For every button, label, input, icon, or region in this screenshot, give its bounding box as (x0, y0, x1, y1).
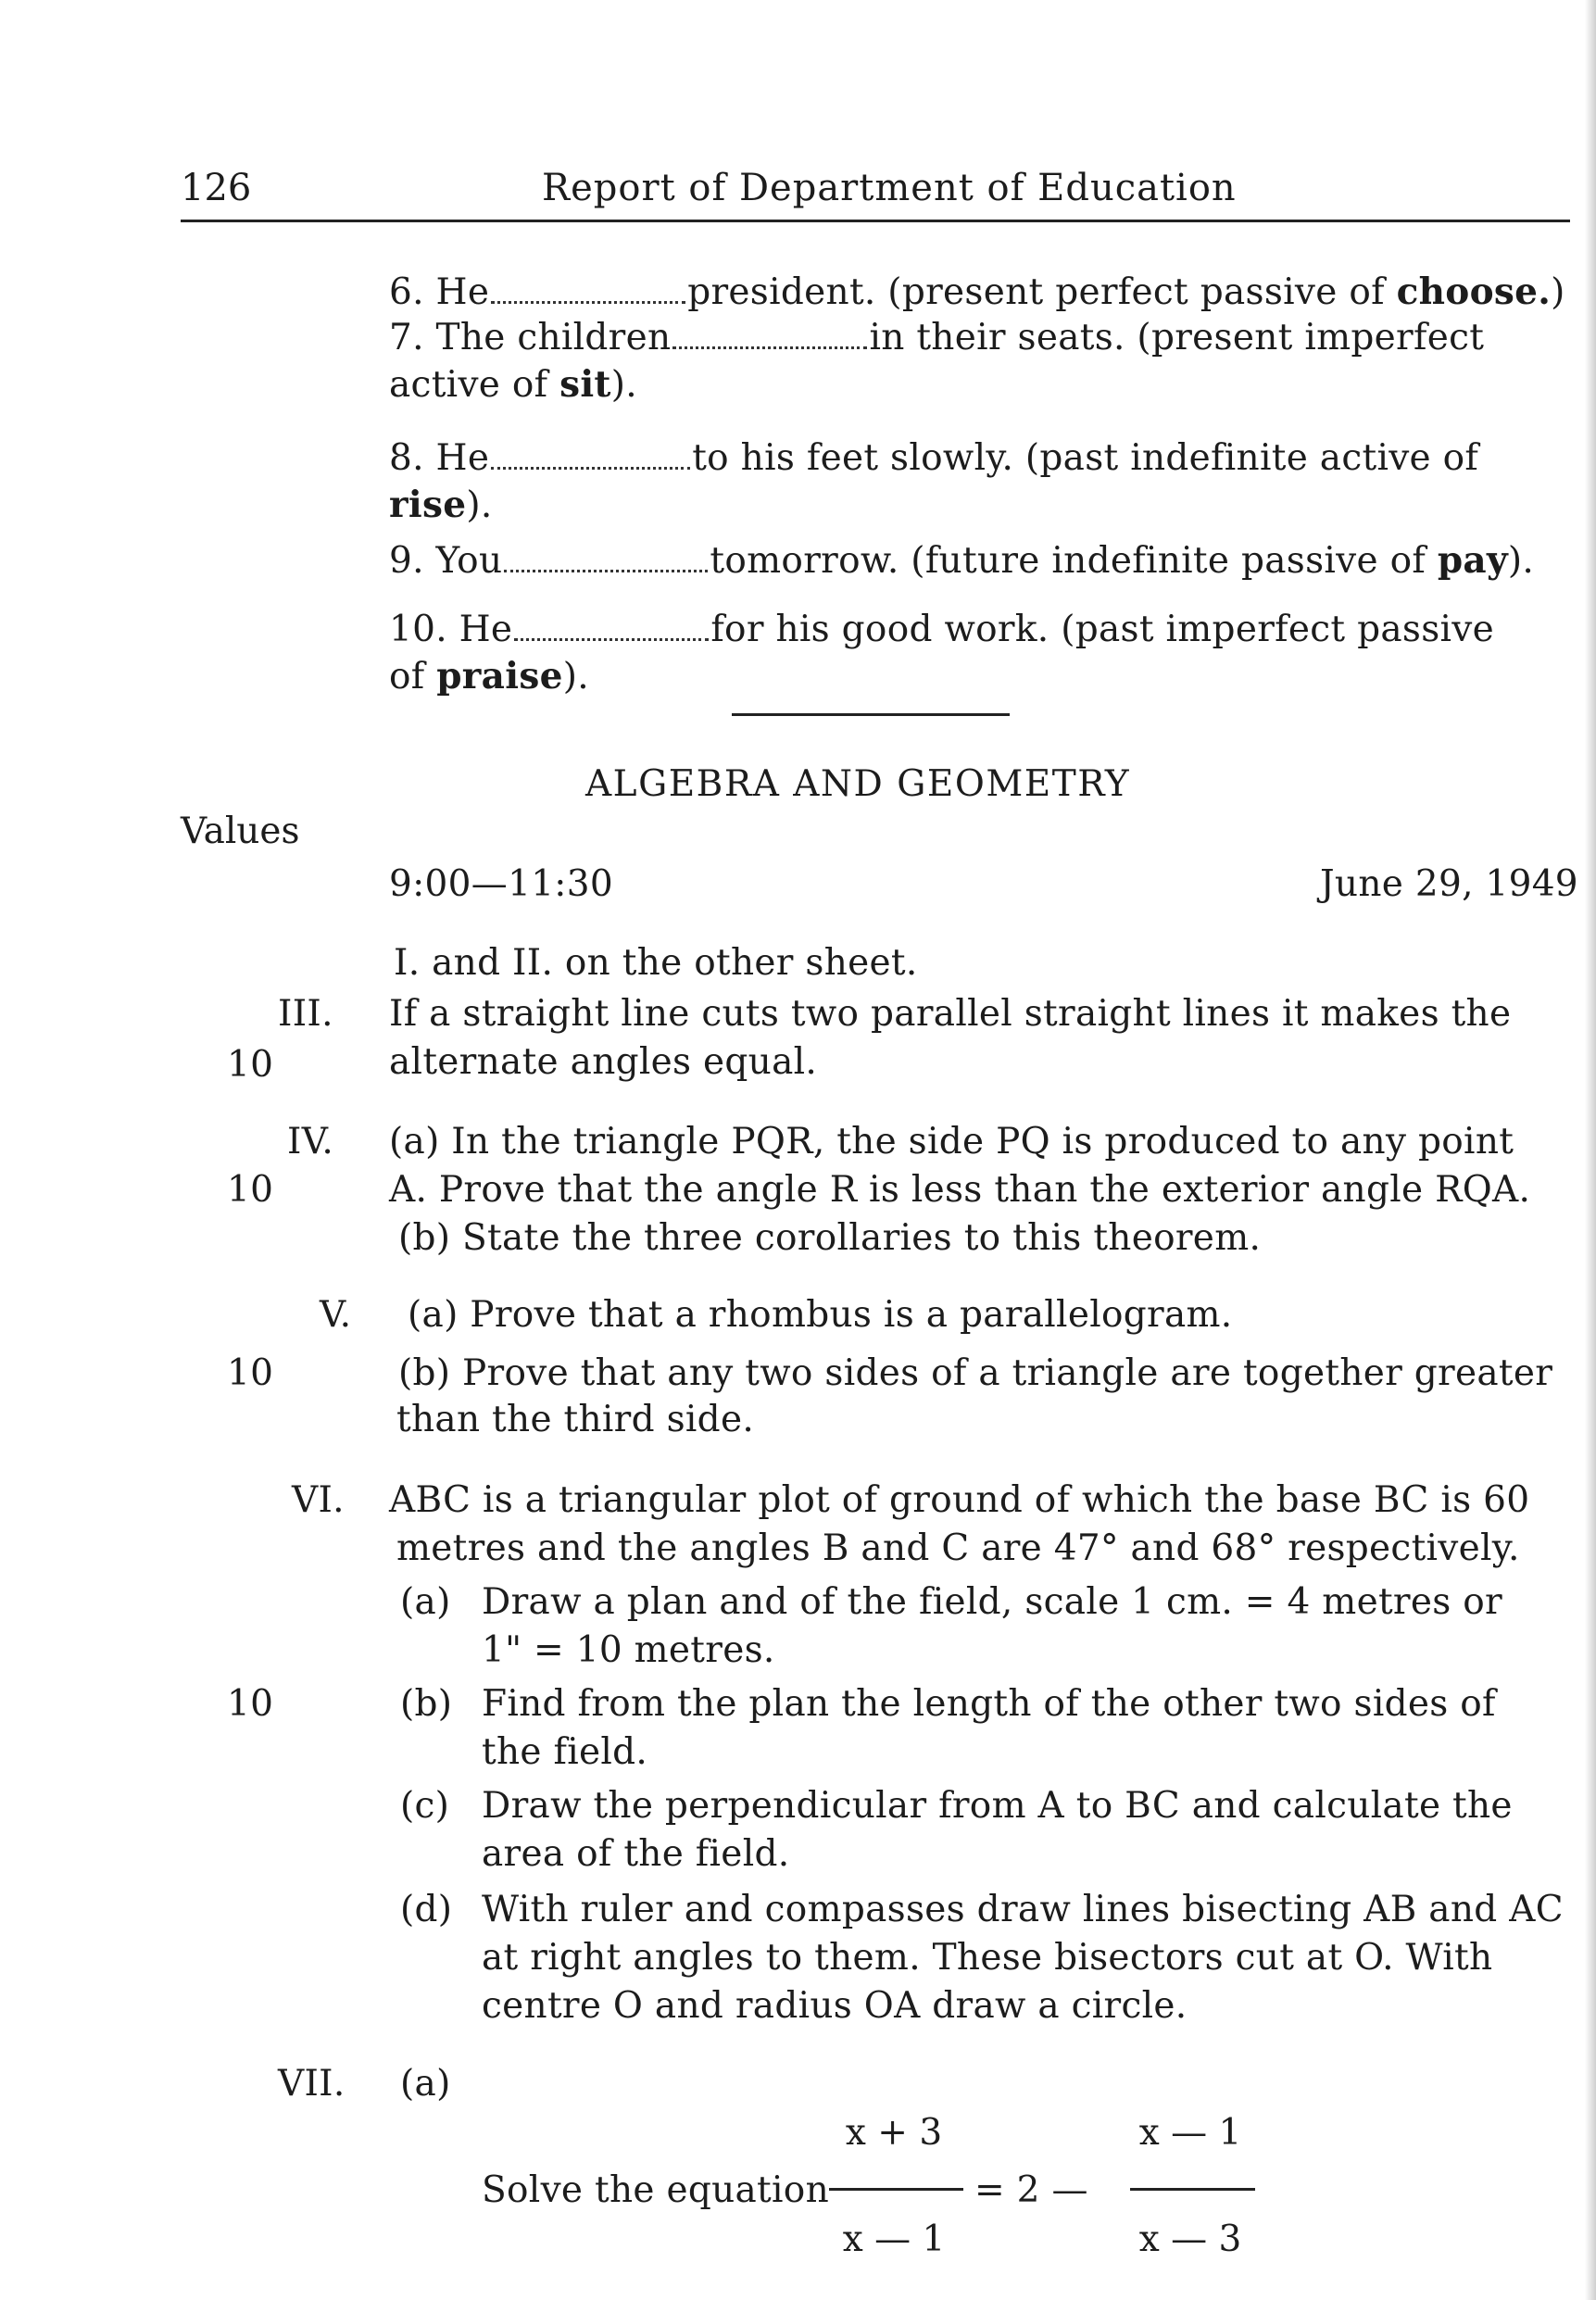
q4-line: (b) State the three corollaries to this theorem. (398, 1217, 1262, 1259)
q6-part-label: (b) (400, 1683, 453, 1725)
q6-intro: metres and the angles B and C are 47° and 68° respectively. (396, 1527, 1520, 1569)
exam-time: 9:00—11:30 (389, 863, 613, 905)
q4-value: 10 (227, 1169, 274, 1211)
q7-part-label: (a) (400, 2063, 451, 2105)
fraction2-numerator: x — 1 (1138, 2112, 1242, 2154)
q6-part-line: 1" = 10 metres. (482, 1629, 775, 1671)
q6-number: VI. (292, 1479, 345, 1521)
fraction1-numerator: x + 3 (845, 2112, 943, 2154)
grammar-q7-line2: active of sit). (389, 363, 637, 406)
section-divider (732, 713, 1010, 716)
q3-line: alternate angles equal. (389, 1041, 818, 1083)
q6-part-label: (c) (400, 1785, 450, 1827)
exam-note: I. and II. on the other sheet. (394, 942, 918, 984)
q6-part-line: area of the field. (482, 1833, 790, 1875)
q3-line: If a straight line cuts two parallel straight lines it makes the (389, 993, 1512, 1035)
grammar-q9: 9. You tomorrow. (future indefinite passive of pay). (389, 539, 1535, 582)
section-title: ALGEBRA AND GEOMETRY (585, 763, 1131, 805)
grammar-q7-line1: 7. The children in their seats. (present imperfect (389, 317, 1485, 358)
q6-part-line: Draw a plan and of the field, scale 1 cm. = 4 metres or (482, 1581, 1502, 1623)
page-number: 126 (181, 167, 252, 209)
q4-line: A. Prove that the angle R is less than the exterior angle RQA. (389, 1169, 1531, 1211)
q5-value: 10 (227, 1352, 274, 1394)
q6-value: 10 (227, 1683, 274, 1725)
running-head: Report of Department of Education (542, 167, 1237, 209)
equation-lead: Solve the equation (482, 2169, 830, 2211)
q3-number: III. (278, 993, 333, 1035)
q5-line: than the third side. (396, 1399, 755, 1440)
fraction1-denominator: x — 1 (842, 2218, 946, 2260)
q3-value: 10 (227, 1044, 274, 1086)
q7-number: VII. (278, 2063, 346, 2105)
grammar-q6: 6. He president. (present perfect passive of choose.) (389, 270, 1565, 313)
grammar-q8-line2: rise). (389, 484, 493, 526)
q6-part-label: (a) (400, 1581, 451, 1623)
q6-part-line: With ruler and compasses draw lines bisecting AB and AC (482, 1889, 1564, 1930)
q5-line: (b) Prove that any two sides of a triangle are together greater (398, 1352, 1553, 1394)
grammar-q8-line1: 8. He to his feet slowly. (past indefinite active of (389, 437, 1479, 479)
page-edge-shadow (1585, 0, 1596, 2300)
q6-part-line: the field. (482, 1731, 648, 1773)
grammar-q10-line1: 10. He for his good work. (past imperfect passive (389, 609, 1495, 650)
header-rule (181, 220, 1570, 222)
q5-number: V. (320, 1294, 352, 1336)
q6-part-line: Draw the perpendicular from A to BC and calculate the (482, 1785, 1513, 1827)
q6-part-line: Find from the plan the length of the other two sides of (482, 1683, 1496, 1725)
equation-equals: = 2 — (974, 2169, 1088, 2211)
exam-date: June 29, 1949 (1320, 863, 1578, 905)
q6-part-label: (d) (400, 1889, 453, 1930)
q6-part-line: centre O and radius OA draw a circle. (482, 1985, 1188, 2027)
grammar-q10-line2: of praise). (389, 655, 589, 698)
fraction2-denominator: x — 3 (1138, 2218, 1242, 2260)
fraction2-bar (1130, 2188, 1255, 2191)
q5-line: (a) Prove that a rhombus is a parallelogram. (408, 1294, 1233, 1336)
q4-number: IV. (287, 1121, 334, 1163)
q4-line: (a) In the triangle PQR, the side PQ is produced to any point (389, 1121, 1514, 1163)
fraction1-bar (829, 2188, 963, 2191)
values-label: Values (181, 811, 300, 852)
q6-intro: ABC is a triangular plot of ground of which the base BC is 60 (389, 1479, 1530, 1521)
q6-part-line: at right angles to them. These bisectors cut at O. With (482, 1937, 1493, 1979)
